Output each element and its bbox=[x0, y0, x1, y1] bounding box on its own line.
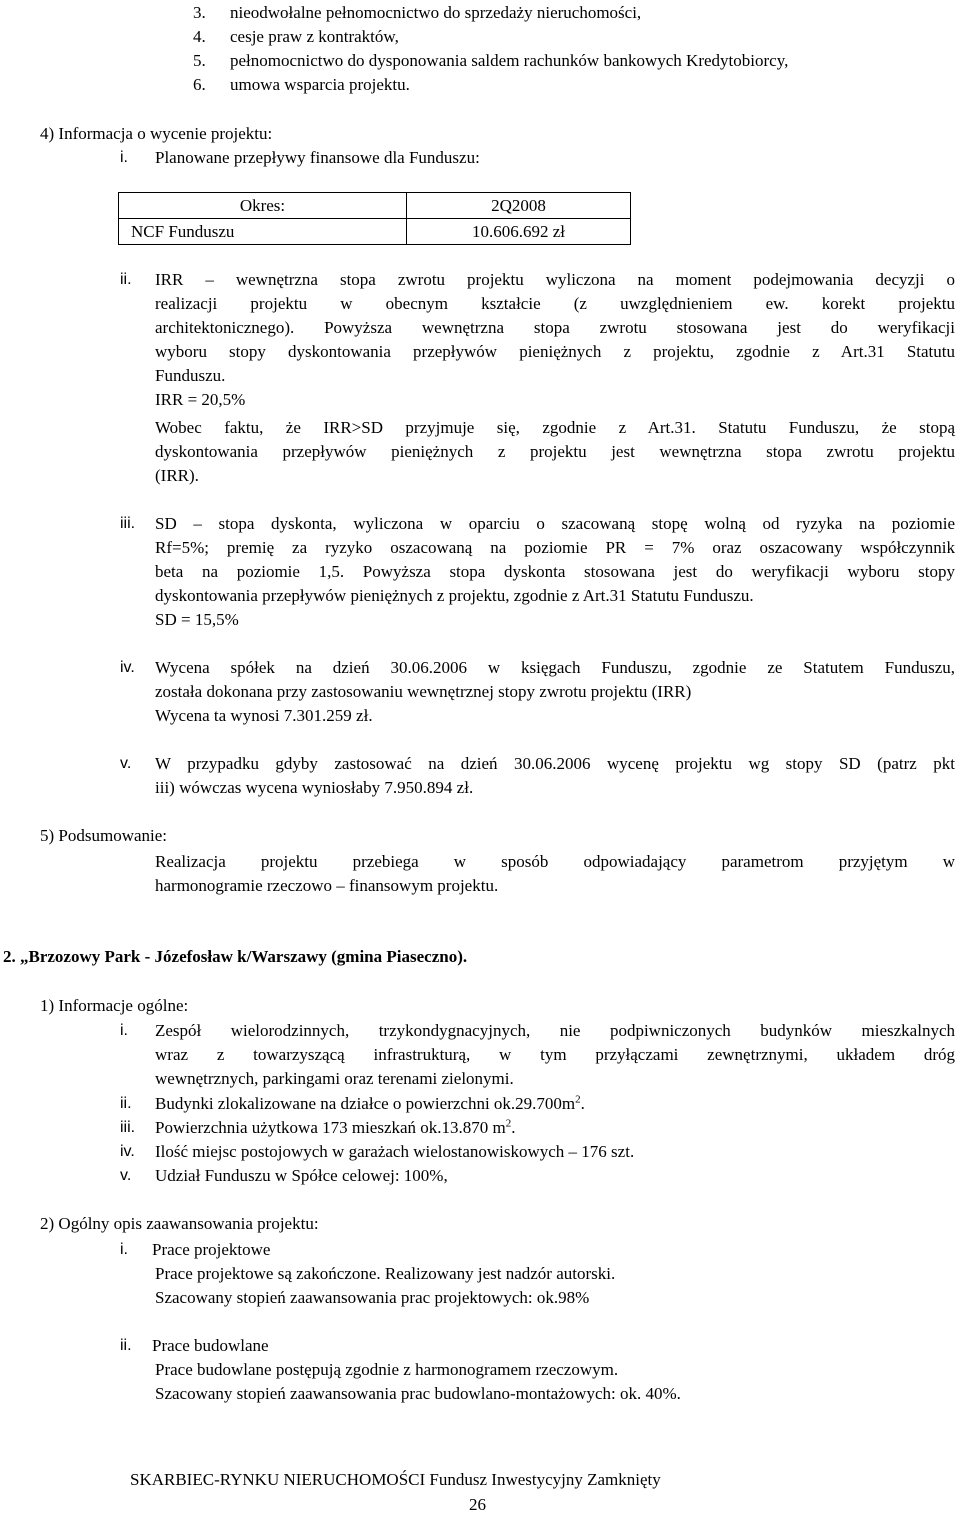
paragraph-line: została dokonana przy zastosowaniu wewnętrznej stopy zwrotu projektu (IRR) bbox=[155, 682, 692, 701]
roman-marker: iii. bbox=[120, 515, 136, 532]
paragraph-line: Wycena spółek na dzień 30.06.2006 w księgach Funduszu, zgodnie ze Statutem Funduszu, bbox=[155, 658, 955, 677]
list-item-text: nieodwołalne pełnomocnictwo do sprzedaży nieruchomości, bbox=[230, 3, 642, 22]
list-item-text: cesje praw z kontraktów, bbox=[230, 27, 399, 46]
section-heading: 5) Podsumowanie: bbox=[40, 826, 168, 845]
item-text-tail: . bbox=[511, 1118, 516, 1137]
list-item-text: Ilość miejsc postojowych w garażach wielostanowiskowych – 176 szt. bbox=[155, 1142, 635, 1161]
footer-company: SKARBIEC-RYNKU NIERUCHOMOŚCI Fundusz Inwestycyjny Zamknięty bbox=[130, 1470, 661, 1489]
section-heading: 2) Ogólny opis zaawansowania projektu: bbox=[40, 1214, 319, 1233]
item-text-tail: . bbox=[580, 1094, 585, 1113]
list-number: 5. bbox=[193, 51, 206, 70]
project-title: 2. „Brzozowy Park - Józefosław k/Warszawy (gmina Piaseczno). bbox=[3, 947, 468, 966]
paragraph-line: wraz z towarzyszącą infrastrukturą, w tym przyłączami zewnętrznymi, układem dróg bbox=[155, 1045, 955, 1064]
list-item-text: pełnomocnictwo do dysponowania saldem rachunków bankowych Kredytobiorcy, bbox=[230, 51, 789, 70]
paragraph-line: Wobec faktu, że IRR>SD przyjmuje się, zgodnie z Art.31. Statutu Funduszu, że stopą bbox=[155, 418, 955, 437]
table-row bbox=[119, 193, 631, 219]
roman-marker: i. bbox=[120, 149, 128, 166]
item-text: Budynki zlokalizowane na działce o powierzchni ok.29.700m bbox=[155, 1094, 576, 1113]
paragraph-line: Zespół wielorodzinnych, trzykondygnacyjnych, nie podpiwniczonych budynków mieszkalnych bbox=[155, 1021, 955, 1040]
list-number: 4. bbox=[193, 27, 206, 46]
cashflow-table bbox=[118, 192, 631, 245]
section-heading: 4) Informacja o wycenie projektu: bbox=[40, 124, 273, 143]
paragraph-line: dyskontowania przepływów pieniężnych z projektu, zgodnie z Art.31 Statutu Funduszu. bbox=[155, 586, 754, 605]
paragraph-line: Prace projektowe są zakończone. Realizowany jest nadzór autorski. bbox=[155, 1264, 616, 1283]
subsection-title: Prace projektowe bbox=[152, 1240, 271, 1259]
list-number: 3. bbox=[193, 3, 206, 22]
paragraph-line: SD – stopa dyskonta, wyliczona w oparciu o szacowaną stopę wolną od ryzyka na poziomie bbox=[155, 514, 955, 533]
paragraph-line: wewnętrznych, parkingami oraz terenami zielonymi. bbox=[155, 1069, 514, 1088]
subsection-title: Prace budowlane bbox=[152, 1336, 269, 1355]
paragraph-line: architektonicznego). Powyższa wewnętrzna stopa zwrotu stosowana jest do weryfikacji bbox=[155, 318, 955, 337]
paragraph-line: W przypadku gdyby zastosować na dzień 30.06.2006 wycenę projektu wg stopy SD (patrz pkt bbox=[155, 754, 955, 773]
section-heading: 1) Informacje ogólne: bbox=[40, 996, 189, 1015]
paragraph-line: realizacji projektu w obecnym kształcie (z uwzględnieniem ew. korekt projektu bbox=[155, 294, 955, 313]
paragraph-line: wyboru stopy dyskontowania przepływów pieniężnych z projektu, zgodnie z Art.31 Statutu bbox=[155, 342, 955, 361]
paragraph-line: Szacowany stopień zaawansowania prac budowlano-montażowych: ok. 40%. bbox=[155, 1384, 681, 1403]
paragraph-line: iii) wówczas wycena wyniosłaby 7.950.894 zł. bbox=[155, 778, 474, 797]
roman-marker: ii. bbox=[120, 1337, 132, 1354]
roman-marker: iv. bbox=[120, 659, 135, 676]
roman-marker: i. bbox=[120, 1241, 128, 1258]
paragraph-line: SD = 15,5% bbox=[155, 610, 239, 629]
roman-marker: iii. bbox=[120, 1119, 136, 1136]
roman-marker: ii. bbox=[120, 1095, 132, 1112]
table-cell: 2Q2008 bbox=[407, 193, 631, 219]
page-number: 26 bbox=[469, 1495, 486, 1514]
list-number: 6. bbox=[193, 75, 206, 94]
paragraph-line: dyskontowania przepływów pieniężnych z projektu jest wewnętrzna stopa zwrotu projektu bbox=[155, 442, 955, 461]
roman-marker: ii. bbox=[120, 271, 132, 288]
table-cell: NCF Funduszu bbox=[119, 219, 407, 245]
paragraph-line: (IRR). bbox=[155, 466, 199, 485]
table-cell: Okres: bbox=[119, 193, 407, 219]
roman-marker: iv. bbox=[120, 1143, 135, 1160]
paragraph-line: beta na poziomie 1,5. Powyższa stopa dyskonta stosowana jest do weryfikacji wyboru stopy bbox=[155, 562, 955, 581]
list-item-text: Udział Funduszu w Spółce celowej: 100%, bbox=[155, 1166, 448, 1185]
paragraph-line: Realizacja projektu przebiega w sposób odpowiadający parametrom przyjętym w bbox=[155, 852, 955, 871]
paragraph-line: Funduszu. bbox=[155, 366, 226, 385]
list-item-text bbox=[155, 1118, 516, 1138]
superscript: 2 bbox=[505, 1117, 512, 1130]
paragraph-line: Wycena ta wynosi 7.301.259 zł. bbox=[155, 706, 373, 725]
roman-marker: v. bbox=[120, 755, 132, 772]
superscript: 2 bbox=[575, 1093, 581, 1106]
item-text: Powierzchnia użytkowa 173 mieszkań ok.13.870 m bbox=[155, 1118, 506, 1137]
list-item-text bbox=[155, 1094, 585, 1114]
table-row bbox=[119, 219, 631, 245]
list-item-text: umowa wsparcia projektu. bbox=[230, 75, 410, 94]
roman-marker: i. bbox=[120, 1022, 128, 1039]
paragraph-line: Szacowany stopień zaawansowania prac projektowych: ok.98% bbox=[155, 1288, 590, 1307]
roman-marker: v. bbox=[120, 1167, 132, 1184]
paragraph-line: Prace budowlane postępują zgodnie z harmonogramem rzeczowym. bbox=[155, 1360, 619, 1379]
paragraph-line: IRR – wewnętrzna stopa zwrotu projektu wyliczona na moment podejmowania decyzji o bbox=[155, 270, 955, 289]
item-text: Planowane przepływy finansowe dla Funduszu: bbox=[155, 148, 480, 167]
paragraph-line: IRR = 20,5% bbox=[155, 390, 246, 409]
paragraph-line: Rf=5%; premię za ryzyko oszacowaną na poziomie PR = 7% oraz oszacowany współczynnik bbox=[155, 538, 955, 557]
table-cell: 10.606.692 zł bbox=[407, 219, 631, 245]
paragraph-line: harmonogramie rzeczowo – finansowym projektu. bbox=[155, 876, 499, 895]
